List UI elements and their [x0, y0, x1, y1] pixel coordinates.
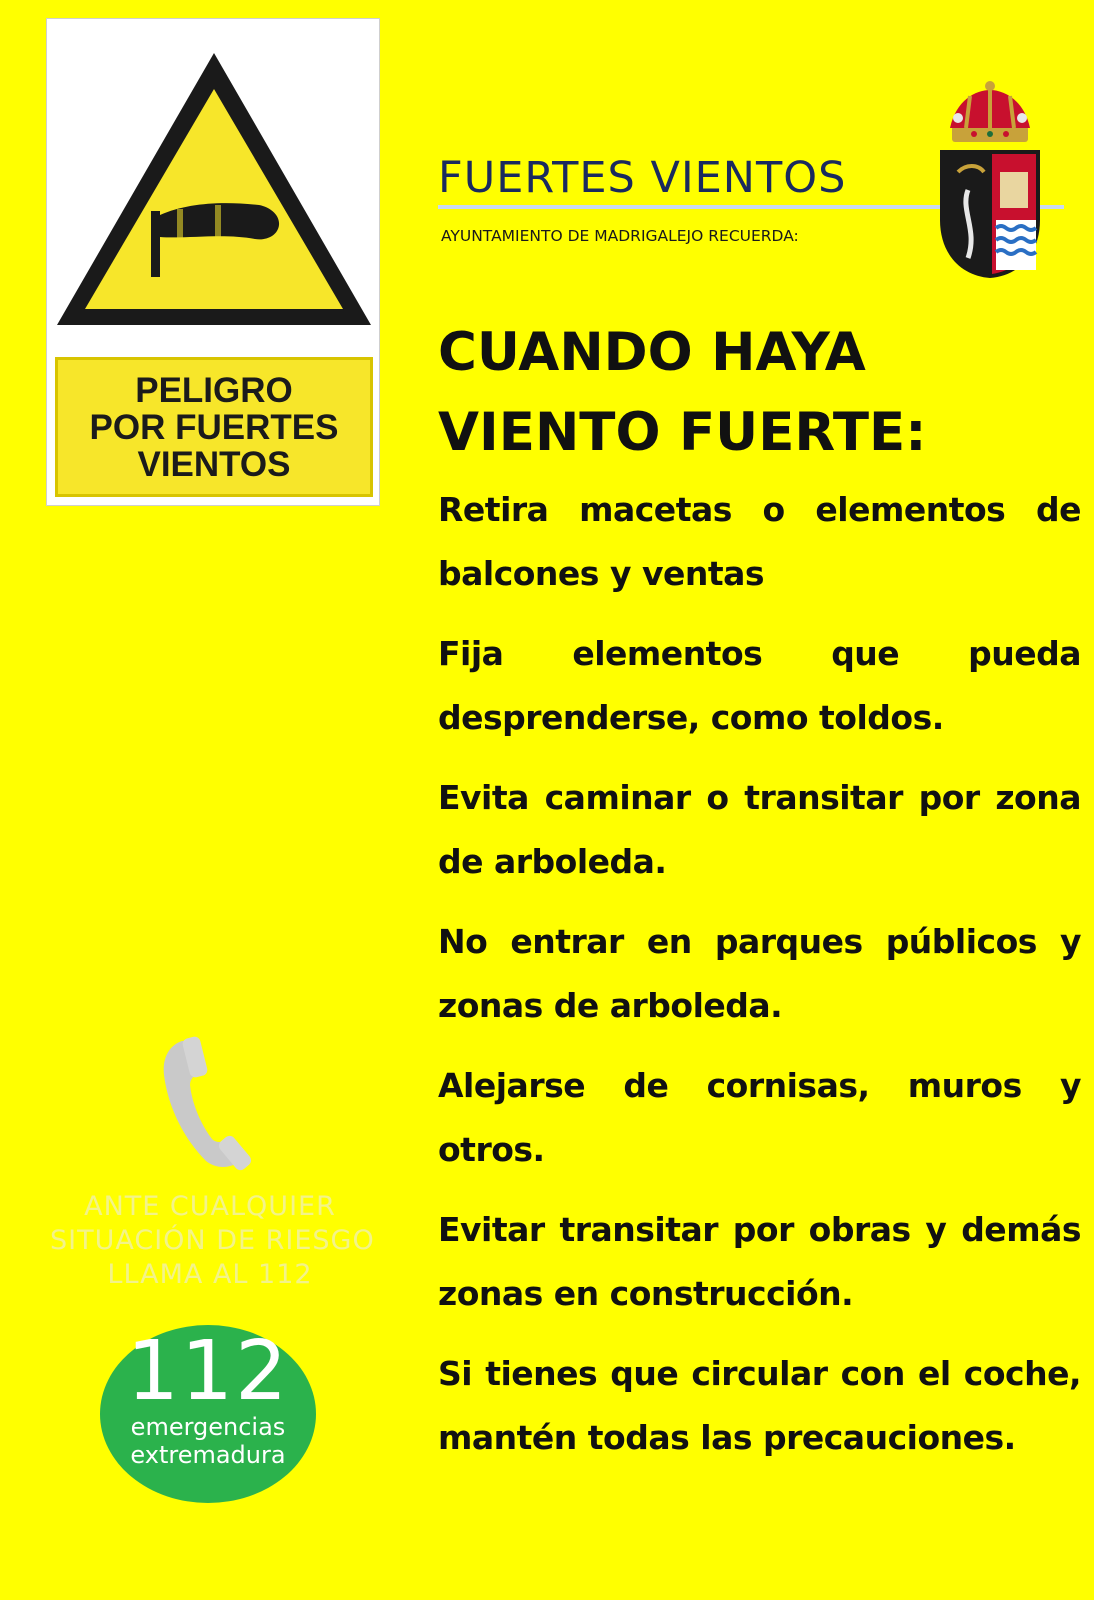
emergency-message	[50, 1190, 375, 1292]
safety-tips-list	[438, 478, 1081, 1486]
main-heading-line: VIENTO FUERTE:	[438, 402, 927, 463]
safety-tip: Retira macetas o elementos de balcones y ventas	[438, 490, 1081, 593]
emergency-message-line: ANTE CUALQUIER	[84, 1191, 336, 1222]
safety-tip: No entrar en parques públicos y zonas de arboleda.	[438, 922, 1081, 1025]
warning-sign-line: VIENTOS	[137, 444, 291, 484]
safety-tip: Evita caminar o transitar por zona de arboleda.	[438, 778, 1081, 881]
main-heading	[438, 313, 1078, 473]
badge-number: 112	[126, 1324, 290, 1419]
safety-tip: Evitar transitar por obras y demás zonas en construcción.	[438, 1210, 1081, 1313]
emergency-112-badge	[100, 1325, 316, 1503]
windsock-warning-icon	[47, 19, 381, 359]
page-subtitle: AYUNTAMIENTO DE MADRIGALEJO RECUERDA:	[441, 227, 799, 245]
badge-line: extremadura	[130, 1441, 286, 1469]
warning-sign-line: POR FUERTES	[89, 407, 339, 447]
phone-icon	[160, 1035, 260, 1171]
safety-tip: Fija elementos que pueda desprenderse, como toldos.	[438, 634, 1081, 737]
warning-sign	[46, 18, 380, 506]
main-heading-line: CUANDO HAYA	[438, 322, 866, 383]
page-title: FUERTES VIENTOS	[438, 153, 847, 203]
warning-sign-line: PELIGRO	[135, 370, 293, 410]
emergency-message-line: SITUACIÓN DE RIESGO	[50, 1225, 375, 1256]
warning-sign-label	[55, 357, 373, 497]
emergency-message-line: LLAMA AL 112	[107, 1259, 313, 1290]
safety-tip: Alejarse de cornisas, muros y otros.	[438, 1066, 1081, 1169]
safety-tip: Si tienes que circular con el coche, mantén todas las precauciones.	[438, 1354, 1081, 1457]
badge-line: emergencias	[130, 1413, 286, 1441]
coat-of-arms-icon	[938, 80, 1042, 280]
